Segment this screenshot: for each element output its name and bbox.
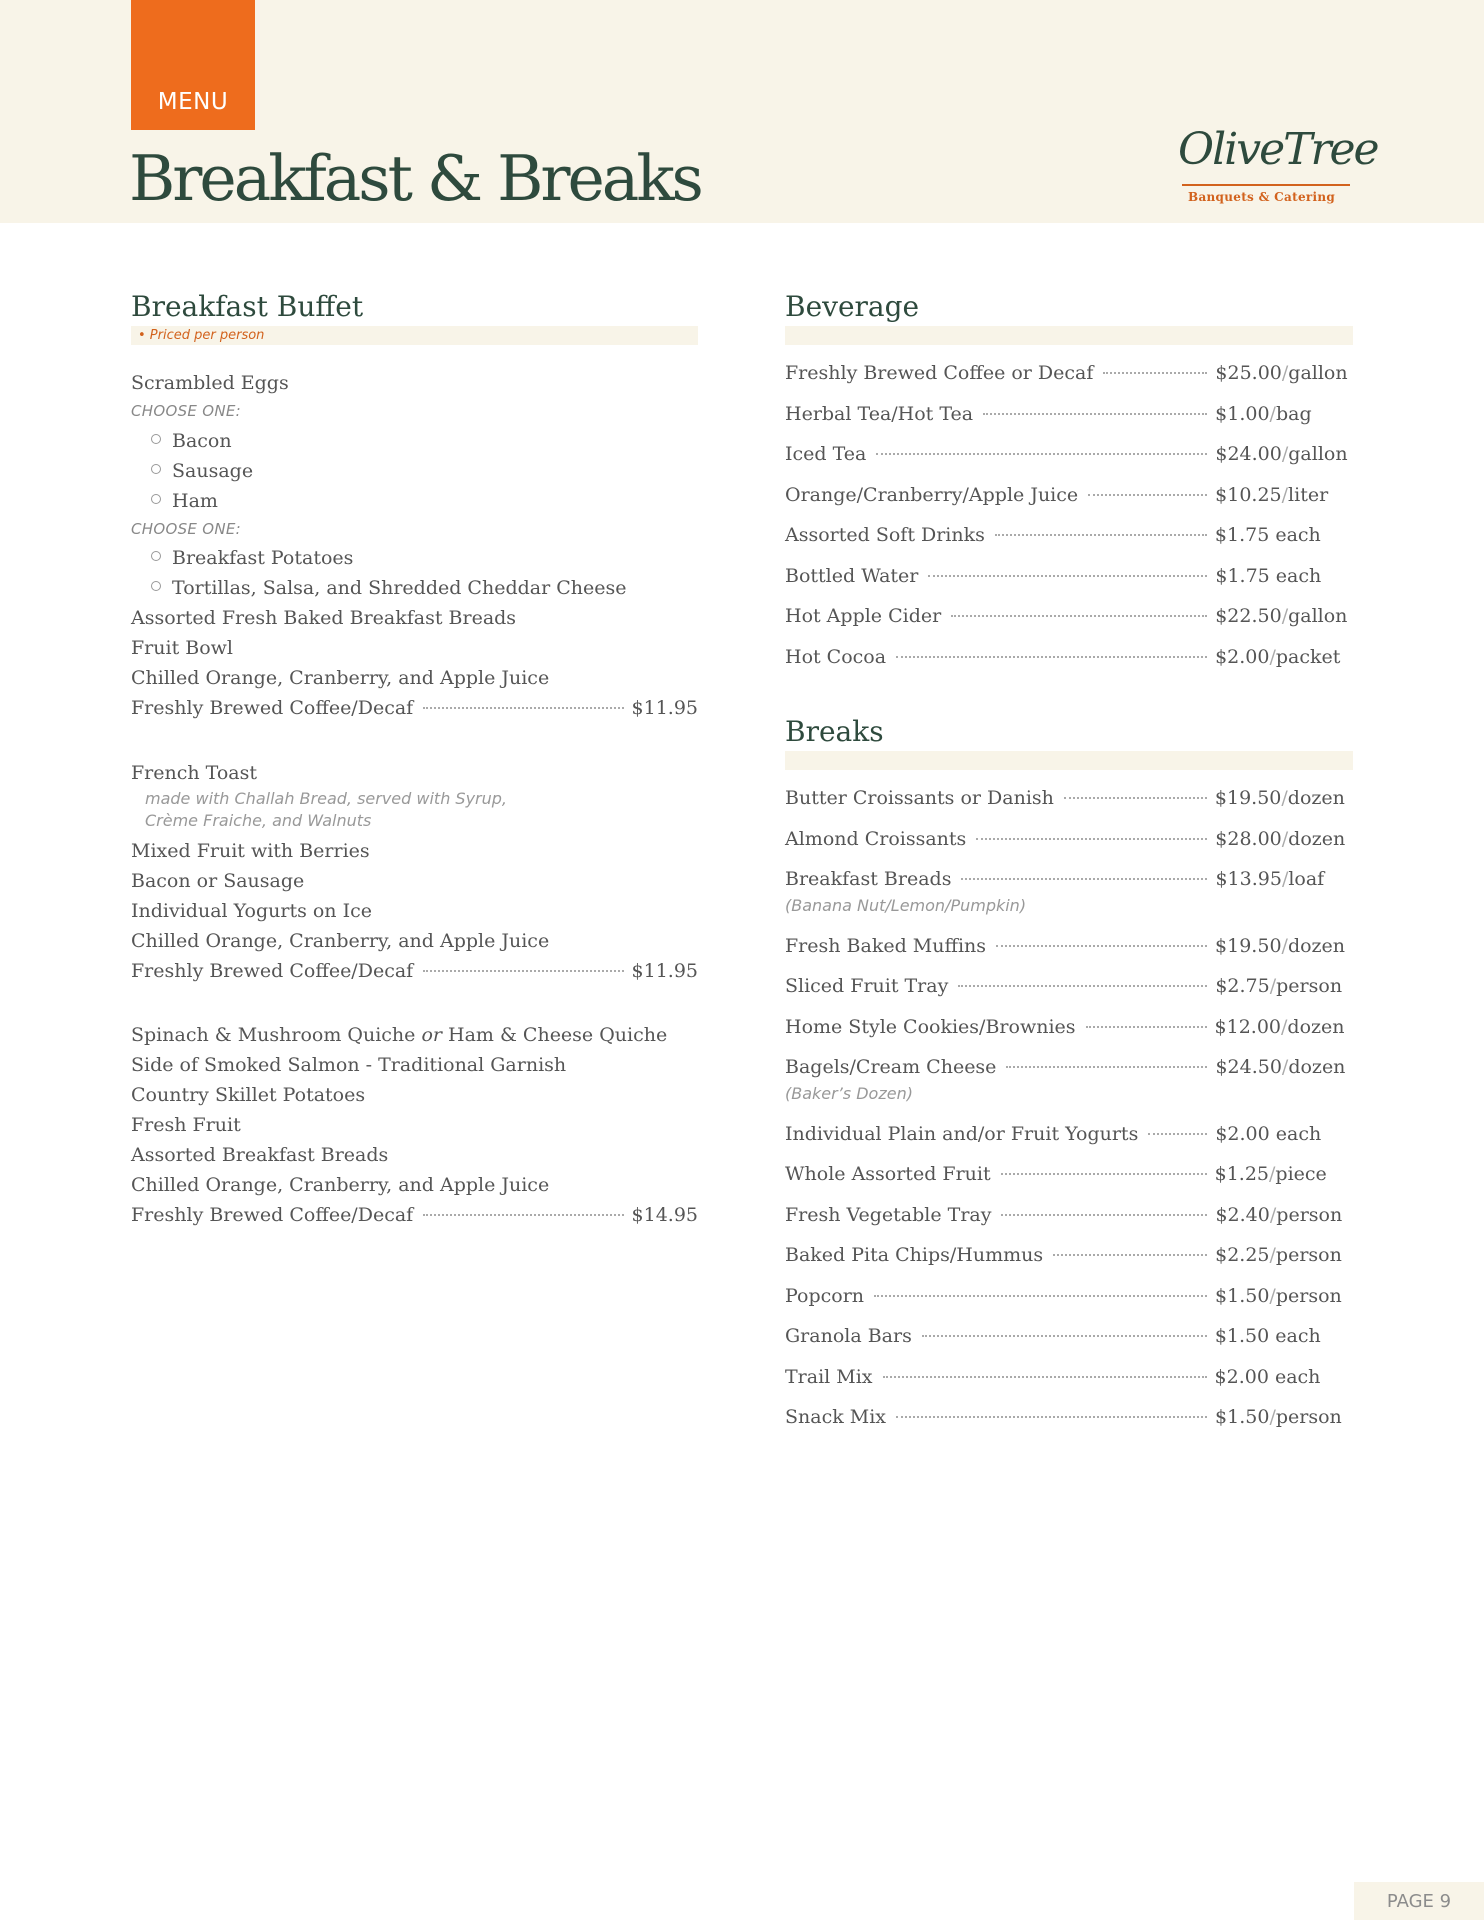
price-separator: / [1281,787,1288,809]
menu-item: Freshly Brewed Coffee/Decaf [131,1204,414,1226]
menu-item: Chilled Orange, Cranberry, and Apple Juice [131,1174,550,1196]
price-row [785,1014,1353,1040]
dot-leader [896,1416,1207,1418]
priced-row [131,958,698,984]
price-separator: / [1281,1056,1289,1078]
item-name: Hot Apple Cider [785,605,942,627]
menu-item: Assorted Fresh Baked Breakfast Breads [131,607,517,629]
item-name: Herbal Tea/Hot Tea [785,402,974,425]
item-name: Bagels/Cream Cheese [785,1056,997,1078]
price-separator: / [1281,934,1288,957]
or-word: or [421,1024,442,1046]
page-title: Breakfast & Breaks [129,142,701,215]
price-unit: person [1276,1203,1343,1226]
olivetree-logo [1178,124,1378,210]
item-name: Orange/Cranberry/Apple Juice [785,483,1079,506]
item-price [1215,1364,1321,1390]
price-amount: $1.75 each [1215,564,1322,587]
price-unit: gallon [1288,605,1348,627]
price-separator: / [1281,443,1289,465]
option-item: Tortillas, Salsa, and Shredded Cheddar Cheese [151,575,627,601]
menu-item: Freshly Brewed Coffee/Decaf [131,697,414,719]
item-price [1215,603,1347,629]
item-price [1215,973,1342,999]
dot-leader [1088,494,1207,496]
item-price [1215,1323,1321,1349]
menu-item: Chilled Orange, Cranberry, and Apple Juice [131,667,550,689]
item-price [1215,441,1347,467]
price-amount: $2.25 [1215,1244,1270,1266]
menu-item: Fresh Fruit [131,1114,241,1136]
price-unit: gallon [1288,362,1348,384]
price: $14.95 [631,1204,698,1226]
dot-leader [423,970,623,972]
item-name: Popcorn [785,1284,865,1307]
logo-wordmark: OliveTree [1178,124,1378,175]
price-amount: $2.00 [1215,645,1270,668]
item-description: Crème Fraiche, and Walnuts [145,811,372,830]
price-unit: dozen [1287,787,1345,809]
item-price [1215,522,1321,548]
dot-leader [1001,1173,1207,1175]
dot-leader [896,656,1207,658]
dot-leader [928,575,1207,577]
price-unit: piece [1275,1163,1327,1185]
price-unit: dozen [1287,934,1346,957]
menu-item: Scrambled Eggs [131,372,289,394]
price-amount: $25.00 [1215,362,1282,384]
item-price [1215,1283,1342,1309]
price-separator: / [1269,1284,1276,1307]
price-separator: / [1281,605,1289,627]
price-row [785,522,1353,548]
price-amount: $12.00 [1214,1015,1281,1038]
dot-leader [423,707,623,709]
dot-leader [922,1335,1207,1337]
price-unit: loaf [1288,868,1325,890]
page-number: PAGE 9 [1354,1882,1484,1920]
item-name: Sliced Fruit Tray [785,975,949,997]
price-amount: $24.00 [1215,443,1282,465]
dot-leader [1103,372,1207,374]
price-amount: $28.00 [1215,827,1282,850]
item-price [1215,866,1324,892]
price-separator: / [1281,483,1289,506]
menu-item: Side of Smoked Salmon - Traditional Garnish [131,1054,567,1076]
price-separator: / [1281,827,1289,850]
price-row [785,1283,1353,1309]
price-amount: $2.40 [1215,1203,1270,1226]
price-separator: / [1281,1015,1288,1038]
price-amount: $22.50 [1215,605,1282,627]
price-row [785,1202,1353,1228]
price-amount: $1.50 each [1214,1325,1321,1347]
item-name: Butter Croissants or Danish [785,787,1054,809]
menu-item: Country Skillet Potatoes [131,1084,366,1106]
price-separator: / [1281,868,1289,890]
item-price [1215,482,1328,508]
dot-leader [983,413,1207,415]
item-name: Baked Pita Chips/Hummus [785,1244,1044,1266]
item-name: Individual Plain and/or Fruit Yogurts [785,1122,1139,1145]
dot-leader [423,1214,623,1216]
price-amount: $1.50 [1215,1406,1270,1428]
menu-item [131,1022,667,1048]
item-name: Snack Mix [785,1406,887,1428]
menu-item: Mixed Fruit with Berries [131,840,370,862]
dot-leader [1006,1066,1207,1068]
beverage-band [785,326,1353,345]
dot-leader [951,615,1207,617]
menu-item: Individual Yogurts on Ice [131,900,372,922]
price-row [785,482,1353,508]
price-row [785,441,1353,467]
price-row [785,933,1353,959]
item-name: Whole Assorted Fruit [785,1163,991,1185]
price-row [785,401,1353,427]
item-name: Fresh Baked Muffins [785,934,987,957]
item-price [1215,401,1311,427]
price-row [785,1404,1353,1430]
item-name: Granola Bars [785,1325,912,1347]
price-amount: $1.50 [1215,1284,1270,1307]
price-row [785,563,1353,589]
price-row [785,1054,1353,1080]
menu-item: Assorted Breakfast Breads [131,1144,389,1166]
item-price [1215,563,1321,589]
item-name: Fresh Vegetable Tray [785,1203,992,1226]
price-row [785,785,1353,811]
price-amount: $1.00 [1215,402,1270,425]
item-name: Bottled Water [785,564,919,587]
price-unit: dozen [1287,1015,1345,1038]
price-separator: / [1269,975,1277,997]
dot-leader [876,453,1207,455]
dot-leader [961,878,1207,880]
item-price [1215,785,1345,811]
menu-item: Freshly Brewed Coffee/Decaf [131,960,414,982]
menu-item: Chilled Orange, Cranberry, and Apple Juice [131,930,550,952]
item-name: Iced Tea [785,443,867,465]
item-name: Almond Croissants [785,827,967,850]
item-name: Home Style Cookies/Brownies [785,1015,1076,1038]
dot-leader [995,534,1207,536]
item-price [1215,360,1347,386]
item-price [1215,1014,1345,1040]
price-separator: / [1269,402,1276,425]
logo-tagline: Banquets & Catering [1188,190,1336,204]
priced-per-person-band [131,326,698,345]
menu-tab [131,0,255,130]
price-row [785,1121,1353,1147]
price-row [785,1161,1353,1187]
item-name: Freshly Brewed Coffee or Decaf [785,362,1094,384]
choose-one-label: CHOOSE ONE: [131,402,241,420]
price-unit: dozen [1288,827,1346,850]
item-price [1215,1404,1342,1430]
price-separator: / [1269,1163,1276,1185]
item-note: (Banana Nut/Lemon/Pumpkin) [785,896,1027,915]
price-row [785,603,1353,629]
menu-item: French Toast [131,762,258,784]
price-unit: dozen [1288,1056,1346,1078]
price-amount: $10.25 [1215,483,1282,506]
price-row [785,826,1353,852]
priced-row [131,695,698,721]
dot-leader [996,945,1207,947]
option-item: Sausage [151,458,253,484]
item-price [1215,1202,1342,1228]
price-amount: $19.50 [1215,934,1282,957]
price-amount: $2.00 each [1214,1365,1321,1388]
price-amount: $1.25 [1214,1163,1270,1185]
item-name: Hot Cocoa [785,645,887,668]
menu-item: Bacon or Sausage [131,870,305,892]
menu-item: Fruit Bowl [131,637,233,659]
item-price [1215,1054,1345,1080]
item-name: Trail Mix [785,1365,873,1388]
option-item: Bacon [151,428,232,454]
dot-leader [883,1376,1207,1378]
price-row [785,644,1353,670]
quiche-option-a: Spinach & Mushroom Quiche [131,1024,422,1046]
item-price [1215,1161,1327,1187]
item-price [1215,1121,1321,1147]
price-separator: / [1269,1244,1276,1266]
price-amount: $24.50 [1215,1056,1282,1078]
price: $11.95 [631,697,698,719]
item-note: (Baker’s Dozen) [785,1084,913,1103]
item-description: made with Challah Bread, served with Syrup, [145,789,508,808]
price-row [785,973,1353,999]
quiche-option-b: Ham & Cheese Quiche [441,1024,668,1046]
breaks-title: Breaks [785,715,884,748]
item-price [1215,826,1345,852]
price-separator: / [1269,645,1276,668]
dot-leader [1064,797,1207,799]
price-unit: person [1275,1244,1342,1266]
logo-underline [1182,184,1350,186]
price-amount: $13.95 [1215,868,1282,890]
price-row [785,866,1353,892]
dot-leader [874,1295,1207,1297]
priced-per-person-note: • Priced per person [138,328,265,343]
item-name: Assorted Soft Drinks [785,524,985,546]
price: $11.95 [631,960,698,982]
item-price [1215,933,1345,959]
option-item: Breakfast Potatoes [151,545,353,571]
price-unit: packet [1275,645,1341,668]
beverage-title: Beverage [785,290,920,323]
breaks-band [785,751,1353,770]
price-row [785,360,1353,386]
price-row [785,1364,1353,1390]
price-unit: person [1275,1406,1342,1428]
option-item: Ham [151,488,218,514]
price-unit: person [1276,975,1343,997]
choose-one-label: CHOOSE ONE: [131,520,241,538]
price-amount: $1.75 each [1214,524,1321,546]
price-amount: $2.75 [1215,975,1270,997]
dot-leader [958,985,1207,987]
price-row [785,1242,1353,1268]
price-amount: $19.50 [1214,787,1282,809]
price-separator: / [1269,1406,1276,1428]
breakfast-buffet-title: Breakfast Buffet [131,290,364,323]
price-row [785,1323,1353,1349]
menu-tab-label: MENU [157,89,229,115]
price-separator: / [1269,1203,1277,1226]
dot-leader [1086,1026,1207,1028]
dot-leader [1001,1214,1207,1216]
dot-leader [1053,1254,1207,1256]
price-unit: gallon [1288,443,1348,465]
price-unit: liter [1288,483,1329,506]
item-price [1215,1242,1342,1268]
price-amount: $2.00 each [1215,1122,1322,1145]
price-separator: / [1281,362,1289,384]
item-name: Breakfast Breads [785,868,952,890]
dot-leader [1148,1133,1207,1135]
price-unit: person [1275,1284,1342,1307]
dot-leader [976,838,1207,840]
priced-row [131,1202,698,1228]
price-unit: bag [1275,402,1312,425]
item-price [1215,644,1340,670]
